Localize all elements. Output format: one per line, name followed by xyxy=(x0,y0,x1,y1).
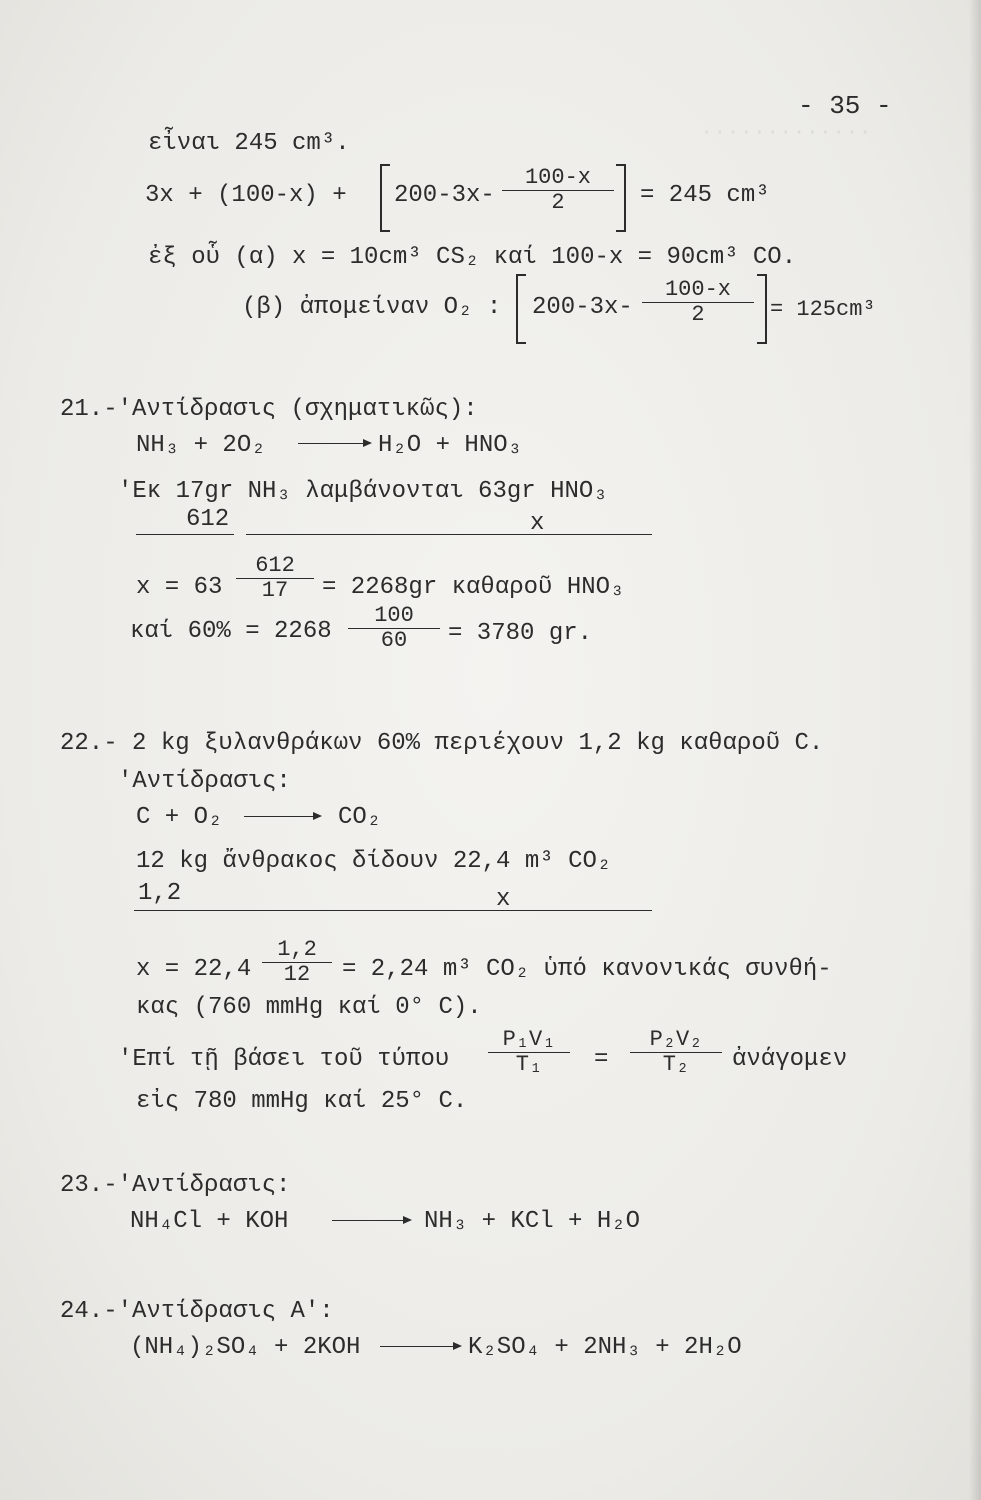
p23-heading: 23.-'Αντίδρασις: xyxy=(60,1172,291,1199)
p21-calc1-fraction xyxy=(236,554,314,603)
p20-line4-right: = 125cm³ xyxy=(770,297,876,322)
p22-f2-num: P₂V₂ xyxy=(630,1028,722,1053)
p21-calc1-right: = 2268gr καθαροῦ HNO₃ xyxy=(322,574,625,601)
p24-reaction-right: K₂SO₄ + 2NH₃ + 2H₂O xyxy=(468,1334,742,1361)
p20-frac-den: 2 xyxy=(551,190,565,215)
p21-reaction-arrow xyxy=(298,443,370,444)
p22-row-x: x xyxy=(496,886,511,913)
p21-calc2-den: 60 xyxy=(380,628,408,653)
p21-row-612: 612 xyxy=(186,506,230,533)
p21-calc2-fraction xyxy=(348,604,440,653)
p20-eq-left: 3x + (100-x) + xyxy=(145,182,347,209)
p23-reaction-arrow xyxy=(332,1220,410,1221)
p20-line4-inner: 200-3x- xyxy=(532,294,633,321)
p21-line-ek: 'Εκ 17gr NH₃ λαμβάνονται 63gr HNO₃ xyxy=(118,478,608,505)
p22-formula-left: 'Επί τῇ βάσει τοῦ τύπου xyxy=(118,1046,450,1073)
p21-calc1-num: 612 xyxy=(236,554,314,579)
p21-underline-1 xyxy=(136,534,234,535)
p21-underline-2 xyxy=(246,534,652,535)
p22-calc-num: 1,2 xyxy=(262,938,332,963)
p22-calc-right: = 2,24 m³ CO₂ ὑπό κανονικάς συνθή- xyxy=(342,956,832,983)
p22-reaction-right: CO₂ xyxy=(338,804,382,831)
p20-line4-fraction xyxy=(642,278,754,327)
p20-line4-left-bracket xyxy=(516,274,526,344)
p20-left-bracket xyxy=(380,164,390,232)
p20-fraction xyxy=(502,166,614,215)
p20-line1: εἶναι 245 cm³. xyxy=(148,130,350,157)
p21-calc2-right: = 3780 gr. xyxy=(448,620,593,647)
p22-calc-fraction xyxy=(262,938,332,987)
p20-line4-right-bracket xyxy=(757,274,767,344)
p20-eq-inner: 200-3x- xyxy=(394,182,495,209)
p22-formula-right: ἀνάγομεν xyxy=(732,1046,848,1073)
p20-frac-num: 100-x xyxy=(502,166,614,191)
p20-line4-left: (β) ἀπομείναν O₂ : xyxy=(242,294,502,321)
p22-row-12: 1,2 xyxy=(138,880,182,907)
p24-reaction-left: (NH₄)₂SO₄ + 2KOH xyxy=(130,1334,361,1361)
p23-reaction-right: NH₃ + KCl + H₂O xyxy=(424,1208,641,1235)
p21-calc1-den: 17 xyxy=(261,578,289,603)
p20-eq-right: = 245 cm³ xyxy=(640,182,770,209)
p22-heading: 22.- 2 kg ξυλανθράκων 60% περιέχουν 1,2 kg καθαροῦ C. xyxy=(60,730,824,757)
p22-f2-den: T₂ xyxy=(662,1052,690,1077)
p22-subheading: 'Αντίδρασις: xyxy=(118,768,291,795)
p22-calc-den: 12 xyxy=(283,962,311,987)
p22-f1-num: P₁V₁ xyxy=(488,1028,570,1053)
p20-right-bracket xyxy=(616,164,626,232)
p20-line4-num: 100-x xyxy=(642,278,754,303)
p22-calc-left: x = 22,4 xyxy=(136,956,252,983)
p22-f1-den: T₁ xyxy=(515,1052,543,1077)
bleed-through-decor: ············· xyxy=(700,120,872,145)
p21-calc2-num: 100 xyxy=(348,604,440,629)
page-edge-shadow xyxy=(969,0,981,1500)
p21-row-x: x xyxy=(530,510,545,537)
p21-heading: 21.-'Αντίδρασις (σχηματικῶς): xyxy=(60,396,478,423)
p21-reaction-left: NH₃ + 2O₂ xyxy=(136,432,266,459)
p20-line3: ἐξ οὗ (α) x = 10cm³ CS₂ καί 100-x = 90cm³ CO. xyxy=(148,244,797,271)
p20-line4-den: 2 xyxy=(691,302,705,327)
p22-formula-eq: = xyxy=(594,1046,609,1073)
p21-calc1-left: x = 63 xyxy=(136,574,223,601)
p22-underline xyxy=(134,910,652,911)
p22-reaction-left: C + O₂ xyxy=(136,804,223,831)
p22-formula-frac2 xyxy=(630,1028,722,1077)
p22-formula-cont: εἰς 780 mmHg καί 25° C. xyxy=(136,1088,468,1115)
page-number: - 35 - xyxy=(798,91,892,121)
p24-reaction-arrow xyxy=(380,1346,460,1347)
p21-calc2-left: καί 60% = 2268 xyxy=(130,618,332,645)
p24-heading: 24.-'Αντίδρασις Α': xyxy=(60,1298,334,1325)
p22-formula-frac1 xyxy=(488,1028,570,1077)
p22-line-12: 12 kg ἄνθρακος δίδουν 22,4 m³ CO₂ xyxy=(136,848,612,875)
p21-reaction-right: H₂O + HNO₃ xyxy=(378,432,523,459)
p23-reaction-left: NH₄Cl + KOH xyxy=(130,1208,289,1235)
p22-calc-cont: κας (760 mmHg καί 0° C). xyxy=(136,994,482,1021)
p22-reaction-arrow xyxy=(244,816,320,817)
